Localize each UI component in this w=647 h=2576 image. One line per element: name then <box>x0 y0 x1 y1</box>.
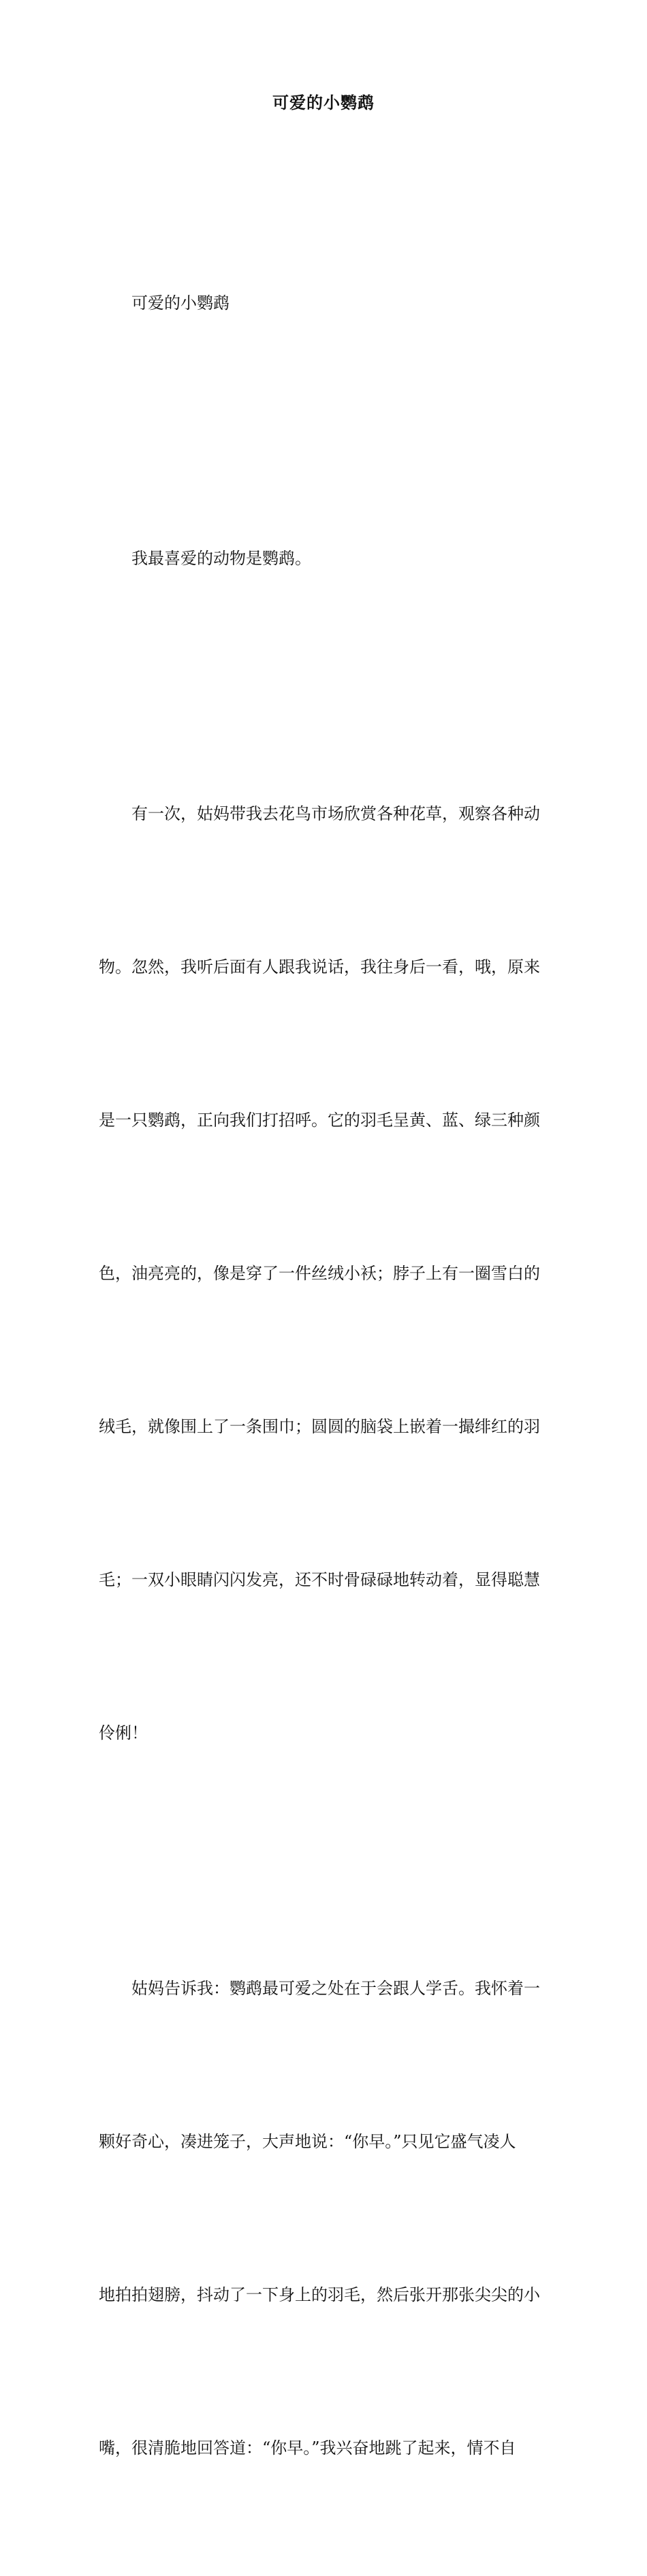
paragraph-4 <box>99 1861 548 2576</box>
paragraph-line: 物。忽然，我听后面有人跟我说话，我往身后一看，哦，原来 <box>99 957 540 976</box>
paragraph-line: 嘴，很清脆地回答道：“你早。”我兴奋地跳了起来，情不自 <box>99 2438 516 2458</box>
document-body <box>99 176 548 2576</box>
paragraph-line: 色，油亮亮的，像是穿了一件丝绒小袄；脖子上有一圈雪白的 <box>99 1264 540 1283</box>
paragraph-1 <box>99 176 548 431</box>
document-title: 可爱的小鹦鹉 <box>272 93 375 112</box>
paragraph-line: 地拍拍翅膀，抖动了一下身上的羽毛，然后张开那张尖尖的小 <box>99 2285 540 2304</box>
paragraph-line: 姑妈告诉我：鹦鹉最可爱之处在于会跟人学舌。我怀着一 <box>131 1979 540 1998</box>
paragraph-3 <box>99 686 548 1861</box>
paragraph-2 <box>99 431 548 686</box>
paragraph-line: 是一只鹦鹉，正向我们打招呼。它的羽毛呈黄、蓝、绿三种颜 <box>99 1111 540 1130</box>
paragraph-line: 毛；一双小眼睛闪闪发亮，还不时骨碌碌地转动着，显得聪慧 <box>99 1570 540 1589</box>
paragraph-line: 颗好奇心，凑进笼子，大声地说：“你早。”只见它盛气凌人 <box>99 2132 516 2151</box>
paragraph-line: 伶俐！ <box>99 1723 148 1743</box>
paragraph-line: 绒毛，就像围上了一条围巾；圆圆的脑袋上嵌着一撮绯红的羽 <box>99 1417 540 1436</box>
paragraph-line: 可爱的小鹦鹉 <box>131 293 230 313</box>
paragraph-line: 我最喜爱的动物是鹦鹉。 <box>131 549 311 568</box>
paragraph-line: 有一次，姑妈带我去花鸟市场欣赏各种花草，观察各种动 <box>131 804 540 823</box>
